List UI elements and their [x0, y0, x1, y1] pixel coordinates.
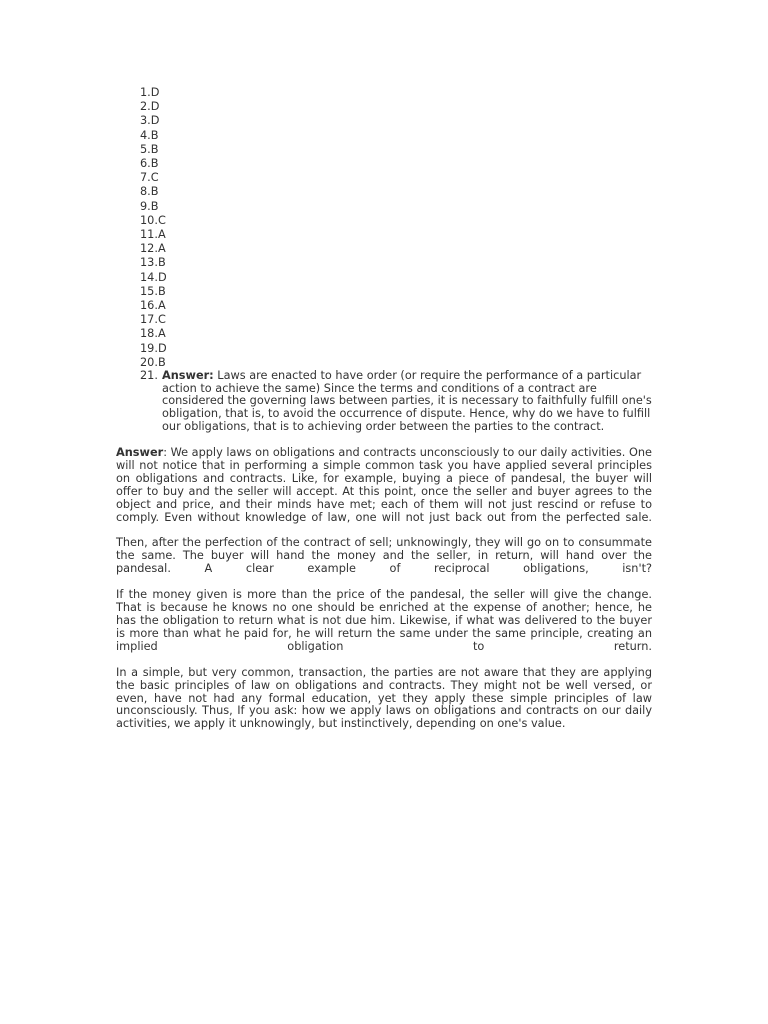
question-21-number: 21. — [140, 369, 158, 382]
answer-item: 13.B — [140, 256, 166, 270]
answer-item: 18.A — [140, 327, 166, 341]
answer-label: Answer: — [162, 369, 214, 382]
essay-paragraph: In a simple, but very common, transaction, the parties are not aware that they are applying the basic principles of law on obligations and contracts. They might not be well versed, or even, have not had any formal education, yet they apply these simple principles of law unconsciously. Thus, If you ask: how we apply laws on obligations and contracts on our daily activities, we apply it unknowingly, but instinctively, depending on one's value. — [116, 665, 652, 731]
essay-answer — [116, 447, 652, 744]
question-21-answer — [140, 370, 652, 434]
answer-item: 8.B — [140, 185, 159, 199]
answer-item: 7.C — [140, 171, 159, 185]
answer-item: 2.D — [140, 100, 160, 114]
answer-item: 19.D — [140, 341, 167, 355]
answer-item: 1.D — [140, 86, 160, 99]
answer-item: 5.B — [140, 142, 159, 156]
answer-item: 14.D — [140, 270, 167, 284]
answer-item: 3.D — [140, 114, 160, 128]
essay-paragraph: If the money given is more than the price of the pandesal, the seller will give the change. That is because he knows no one should be enriched at the expense of another; hence, he has the obligation to return what is not due him. Likewise, if what was delivered to the buyer is more than what he paid for, he will return the same under the same principle, creating an implied obligation to return. — [116, 588, 652, 653]
answer-item: 9.B — [140, 199, 159, 213]
answer-item: 6.B — [140, 157, 159, 171]
essay-paragraph: Then, after the perfection of the contract of sell; unknowingly, they will go on to consummate the same. The buyer will hand the money and the seller, in return, will hand over the pandesal. A clear example of reciprocal obligations, isn't? — [116, 536, 652, 576]
question-21-body — [162, 370, 652, 434]
question-21-text: Laws are enacted to have order (or require the performance of a particular action to achieve the same) Since the terms and conditions of a contract are considered the governing laws between parties, it is necessary to faithfully fulfill one's obligation, that is, to avoid the occurrence of dispute. Hence, why do we have to fulfill our obligations, that is to achieving order between the parties to the contract. — [162, 369, 652, 433]
answer-item: 4.B — [140, 128, 159, 142]
answer-label: Answer — [116, 446, 164, 459]
answer-key-list — [140, 86, 167, 370]
answer-item: 16.A — [140, 299, 166, 313]
answer-item: 20.B — [140, 355, 166, 369]
answer-item: 12.A — [140, 242, 166, 256]
essay-paragraph: Answer: We apply laws on obligations and contracts unconsciously to our daily activities. One will not notice that in performing a simple common task you have applied several principles on obligations and contracts. Like, for example, buying a piece of pandesal, the buyer will offer to buy and the seller will accept. At this point, once the seller and buyer agrees to the object and price, and their minds have met; each of them will not just rescind or refuse to comply. Even without knowledge of law, one will not just back out from the perfected sale. — [116, 446, 652, 524]
answer-item: 10.C — [140, 213, 166, 227]
answer-item: 15.B — [140, 284, 166, 298]
answer-item: 17.C — [140, 313, 166, 327]
answer-item: 11.A — [140, 228, 166, 242]
